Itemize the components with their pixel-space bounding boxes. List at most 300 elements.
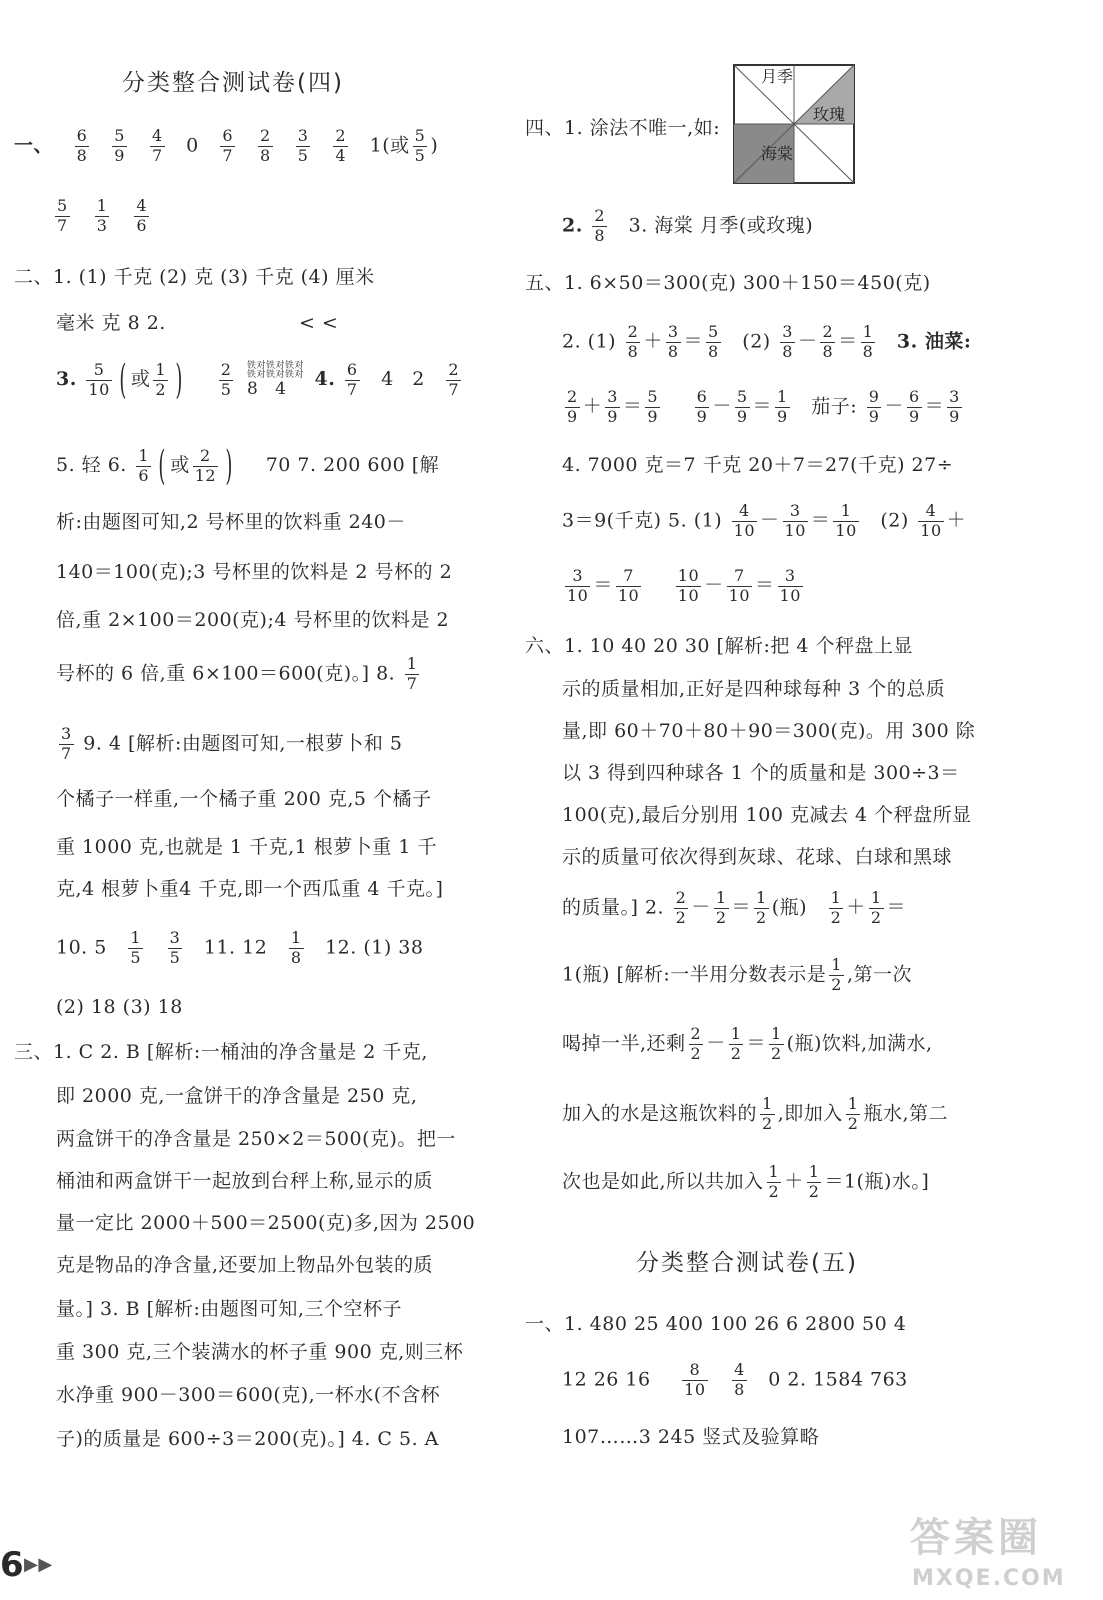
q6-j-text1: 加入的水是这瓶饮料的 [562, 1102, 758, 1125]
s5-q1-line-a: 一、1. 480 25 400 100 26 6 2800 50 4 [525, 1313, 907, 1335]
fraction [767, 1164, 782, 1201]
denominator: 2 [870, 907, 882, 927]
q4-b-text: 3. 海棠 月季(或玫瑰) [628, 214, 814, 237]
math-operator: ＋ [643, 330, 663, 353]
fraction [413, 128, 428, 165]
q2-line-m [56, 930, 423, 967]
fraction [220, 128, 235, 165]
section-title-test-4: 分类整合测试卷(四) [122, 70, 344, 96]
q6-j-frac2 [843, 1094, 864, 1133]
q5-e-eq2 [915, 501, 967, 540]
fraction [735, 389, 750, 426]
denominator: 5 [414, 145, 426, 165]
fraction [732, 503, 757, 540]
q3-line-h: 重 300 克,三个装满水的杯子重 900 克,则三杯 [56, 1341, 464, 1363]
numerator: 2 [335, 126, 347, 145]
fraction [150, 128, 165, 165]
denominator: 6 [136, 215, 148, 235]
denominator: 7 [151, 145, 163, 165]
denominator: 10 [779, 585, 801, 605]
page-arrows-icon: ▶▶ [24, 1554, 53, 1575]
q2-c-num4: 4. [314, 368, 336, 390]
numerator: 3 [782, 322, 793, 341]
denominator: 2 [715, 907, 727, 927]
numerator: 2 [627, 322, 639, 341]
q6-line-j [562, 1096, 948, 1133]
numerator: 1 [138, 445, 150, 465]
denominator: 5 [220, 379, 232, 399]
denominator: 7 [222, 145, 233, 165]
numerator: 3 [949, 387, 960, 406]
page-number: 6 [0, 1545, 25, 1585]
numerator: 1 [768, 1162, 780, 1181]
denominator: 8 [782, 341, 793, 361]
q2-d-frac2 [190, 445, 221, 485]
denominator: 8 [76, 145, 88, 165]
q5-line-e [562, 503, 966, 540]
q5-e-text2: (2) [880, 509, 909, 532]
denominator: 9 [949, 406, 960, 426]
fraction [75, 128, 90, 165]
fraction [769, 1026, 784, 1063]
math-operator: ＝ [746, 1032, 766, 1055]
fraction [714, 890, 729, 927]
fraction [666, 324, 681, 361]
numerator: 6 [222, 126, 233, 145]
q2-m-frac2 [165, 928, 186, 967]
denominator: 9 [696, 406, 708, 426]
numerator: 1 [870, 888, 882, 907]
numerator: 3 [789, 501, 801, 520]
q6-k-text2: ＝1(瓶)水。] [824, 1170, 930, 1193]
q5-e-text1: 3＝9(千克) 5. (1) [562, 509, 723, 532]
q3-line-i: 水净重 900－300＝600(克),一杯水(不含杯 [56, 1384, 441, 1406]
fraction [682, 1362, 707, 1399]
numerator: 3 [667, 322, 679, 341]
math-operator: － [760, 509, 780, 532]
q5-e-eq1 [729, 501, 862, 540]
denominator: 7 [346, 379, 358, 399]
q6-i-eq [686, 1024, 787, 1063]
q2-line-b [56, 314, 338, 333]
numerator: 6 [696, 387, 708, 406]
q6-line-b: 示的质量相加,正好是四种球每种 3 个的总质 [562, 678, 946, 700]
q5-b-eq2 [777, 322, 878, 361]
watermark-url: MXQE.COM [912, 1566, 1066, 1591]
denominator: 10 [835, 520, 857, 540]
q4-line-b [562, 208, 813, 245]
q2-c-n4b: 4 [381, 368, 394, 390]
q6-k-text1: 次也是如此,所以共加入 [562, 1170, 764, 1193]
fraction [947, 389, 962, 426]
numerator: 3 [169, 928, 181, 947]
q1-fracs-b [217, 126, 351, 165]
fraction [626, 324, 641, 361]
numerator: 1 [715, 888, 727, 907]
fraction [676, 568, 701, 605]
numerator: 3 [607, 387, 618, 406]
math-operator: ＝ [593, 574, 613, 597]
numerator: 5 [414, 126, 426, 145]
s5-q1-line-c: 107……3 245 竖式及验算略 [562, 1426, 820, 1448]
denominator: 2 [762, 1113, 773, 1133]
q2-c-scribble-1: 铁对铁对铁对 [246, 360, 304, 371]
numerator: 6 [346, 359, 358, 379]
q2-m-text2: 11. 12 [203, 936, 268, 959]
fraction [333, 128, 348, 165]
math-operator: ＋ [582, 395, 603, 418]
denominator: 10 [567, 585, 589, 605]
denominator: 10 [684, 1379, 706, 1399]
q6-line-h [562, 957, 912, 994]
fraction [867, 389, 882, 426]
denominator: 2 [831, 974, 842, 994]
fraction [86, 359, 111, 399]
math-operator: － [712, 395, 732, 418]
numerator: 1 [155, 359, 167, 379]
math-operator: ＝ [752, 395, 773, 418]
numerator: 1 [830, 888, 842, 907]
denominator: 10 [677, 585, 700, 605]
q2-i-text: 9. 4 [解析:由题图可知,一根萝卜和 5 [83, 732, 403, 755]
q6-i-text2: (瓶)饮料,加满水, [786, 1032, 933, 1055]
numerator: 1 [730, 1024, 742, 1043]
q2-m-frac1 [125, 928, 146, 967]
fraction [907, 389, 922, 426]
q2-c-frac4 [342, 359, 363, 399]
fraction [846, 1096, 861, 1133]
math-operator: ＋ [946, 509, 967, 532]
denominator: 12 [194, 465, 217, 485]
q6-g-text1: 的质量。] 2. [562, 896, 665, 919]
q2-m-text1: 10. 5 [56, 936, 107, 959]
numerator: 1 [762, 1094, 773, 1113]
q2-h-text: 号杯的 6 倍,重 6×100＝600(克)。] 8. [56, 662, 396, 685]
q2-c-frac1 [83, 359, 114, 399]
q2-line-d: 5. 轻 6. $\frac{1}{6}$ ( 或 $\frac{2}{12}$ ) 70 7. 200 600 [解 [56, 443, 440, 489]
fraction [833, 503, 858, 540]
q6-i-text1: 喝掉一半,还剩 [562, 1032, 686, 1055]
denominator: 9 [736, 406, 748, 426]
numerator: 4 [734, 1360, 745, 1379]
q3-line-g: 量。] 3. B [解析:由题图可知,三个空杯子 [56, 1298, 402, 1320]
q2-line-k: 重 1000 克,也就是 1 千克,1 根萝卜重 1 千 [56, 836, 437, 858]
q2-c-n2: 2 [412, 368, 425, 390]
q3-line-c: 两盒饼干的净含量是 250×2＝500(克)。把一 [56, 1128, 456, 1150]
numerator: 5 [114, 126, 125, 145]
denominator: 10 [784, 520, 806, 540]
denominator: 9 [777, 406, 788, 426]
q6-g-text2: (瓶) [771, 896, 808, 919]
q6-h-frac [826, 955, 847, 994]
fraction [783, 503, 808, 540]
numerator: 2 [200, 445, 211, 465]
denominator: 9 [607, 406, 618, 426]
q1-fracs-c [52, 196, 152, 235]
math-operator: － [706, 1032, 726, 1055]
numerator: 1 [862, 322, 874, 341]
q5-line-a: 五、1. 6×50＝300(克) 300＋150＝450(克) [525, 272, 931, 294]
fraction [405, 656, 420, 693]
denominator: 6 [138, 465, 150, 485]
math-operator: ＝ [838, 330, 858, 353]
q6-h-text1: 1(瓶) [解析:一半用分数表示是 [562, 963, 827, 986]
denominator: 2 [830, 907, 842, 927]
q6-line-g [562, 890, 906, 927]
numerator: 6 [908, 387, 920, 406]
numerator: 1 [808, 1162, 820, 1181]
numerator: 1 [290, 928, 302, 947]
denominator: 9 [908, 406, 920, 426]
denominator: 8 [862, 341, 874, 361]
q2-c-scribble-2: 铁对铁对铁对 [246, 370, 304, 381]
denominator: 3 [96, 215, 108, 235]
fraction [136, 445, 151, 485]
q5-c-eq1 [562, 387, 663, 426]
numerator: 7 [623, 566, 634, 585]
q2-d-text2: 70 7. 200 600 [解 [265, 454, 440, 476]
denominator: 7 [448, 379, 460, 399]
q5-b-eq1 [623, 322, 724, 361]
fraction [55, 198, 70, 235]
numerator: 5 [57, 196, 68, 215]
q2-line-c: 3. $\frac{5}{10}$ ( 或 $\frac{1}{2}$ ) $\frac{2}{5}$ 铁对铁对铁对 铁对铁对铁对 8 4 4. $\frac{6}{7}$ 4 2 $\frac{2}{7}$ [56, 360, 464, 400]
fraction [674, 890, 689, 927]
q3-line-f: 克是物品的净含量,还要加上物品外包装的质 [56, 1254, 434, 1276]
q2-line-a: 二、1. (1) 千克 (2) 克 (3) 千克 (4) 厘米 [14, 266, 375, 288]
q2-c-scribble [247, 362, 304, 399]
numerator: 1 [831, 955, 842, 974]
fraction [829, 890, 844, 927]
denominator: 2 [808, 1181, 820, 1201]
fraction [754, 890, 769, 927]
diagram-label-month-rose: 月季 [761, 67, 794, 86]
q6-line-c: 量,即 60＋70＋80＋90＝300(克)。用 300 除 [562, 720, 976, 742]
numerator: 2 [675, 888, 687, 907]
numerator: 2 [220, 359, 232, 379]
watermark-logo: 答案圈 [910, 1515, 1042, 1561]
q6-h-text2: ,第一次 [846, 963, 913, 986]
q5-b-text1: 2. (1) [562, 330, 617, 353]
denominator: 7 [406, 673, 418, 693]
q2-line-j: 个橘子一样重,一个橘子重 200 克,5 个橘子 [56, 788, 432, 810]
fraction [778, 568, 803, 605]
denominator: 5 [130, 947, 142, 967]
numerator: 6 [76, 126, 88, 145]
numerator: 1 [406, 654, 418, 673]
fraction [446, 359, 461, 399]
q3-line-d: 桶油和两盒饼干一起放到台秤上称,显示的质 [56, 1170, 434, 1192]
s5-q1-b-text1: 12 26 16 [562, 1368, 651, 1391]
q5-c-eq2 [692, 387, 793, 426]
denominator: 2 [730, 1043, 742, 1063]
q6-k-eq [764, 1162, 825, 1201]
q2-b-text: 毫米 克 8 2. [56, 312, 166, 334]
numerator: 3 [297, 126, 309, 145]
q6-line-k [562, 1164, 929, 1201]
denominator: 2 [690, 1043, 702, 1063]
q5-b-text2: (2) [742, 330, 771, 353]
numerator: 2 [690, 1024, 702, 1043]
q2-b-compare: < < [298, 312, 339, 334]
q6-j-text2: ,即加入 [777, 1102, 843, 1125]
fraction [727, 568, 752, 605]
q6-line-f: 示的质量可依次得到灰球、花球、白球和黑球 [562, 846, 953, 868]
denominator: 2 [770, 1043, 782, 1063]
numerator: 4 [151, 126, 163, 145]
fraction [861, 324, 876, 361]
q2-c-frac3 [216, 359, 237, 399]
denominator: 10 [728, 585, 751, 605]
q2-line-h [56, 656, 422, 693]
math-operator: ＝ [731, 896, 752, 919]
q6-line-e: 100(克),最后分别用 100 克减去 4 个秤盘所显 [562, 804, 972, 826]
math-operator: － [704, 574, 724, 597]
fraction [760, 1096, 775, 1133]
q6-line-i [562, 1026, 933, 1063]
denominator: 8 [594, 225, 606, 245]
fraction [59, 726, 74, 763]
fraction [829, 957, 844, 994]
denominator: 10 [88, 379, 110, 399]
q2-h-frac [402, 654, 423, 693]
q1-zero: 0 [186, 134, 199, 157]
flower-bed-diagram [733, 64, 855, 184]
numerator: 5 [93, 359, 105, 379]
denominator: 10 [617, 585, 640, 605]
q2-c-frac2 [150, 359, 171, 399]
fraction [153, 359, 168, 399]
numerator: 1 [847, 1094, 859, 1113]
numerator: 5 [708, 322, 719, 341]
q2-d-frac1 [133, 445, 154, 485]
q2-line-f: 140＝100(克);3 号杯里的饮料是 2 号杯的 2 [56, 561, 453, 583]
q2-m-text3: 12. (1) 38 [325, 936, 424, 959]
denominator: 9 [567, 406, 578, 426]
fraction [695, 389, 710, 426]
numerator: 2 [594, 206, 606, 225]
q3-line-j: 子)的质量是 600÷3＝200(克)。] 4. C 5. A [56, 1428, 439, 1450]
denominator: 8 [708, 341, 719, 361]
fraction [645, 389, 660, 426]
fraction [168, 930, 183, 967]
fraction [732, 1362, 747, 1399]
fraction [775, 389, 790, 426]
q5-line-f [562, 568, 806, 605]
numerator: 4 [136, 196, 148, 215]
denominator: 8 [734, 1379, 745, 1399]
math-operator: － [884, 395, 904, 418]
q2-c-n4: 4 [275, 378, 287, 399]
q5-line-b [562, 324, 971, 361]
q2-c-frac5 [443, 359, 464, 399]
numerator: 7 [733, 566, 745, 585]
denominator: 2 [756, 907, 767, 927]
numerator: 8 [689, 1360, 701, 1379]
numerator: 9 [868, 387, 880, 406]
q2-i-frac [56, 724, 77, 763]
math-operator: ＝ [622, 395, 643, 418]
q5-c-eq3 [864, 387, 965, 426]
denominator: 7 [61, 743, 72, 763]
math-operator: ＝ [755, 574, 775, 597]
fraction [134, 198, 149, 235]
fraction [605, 389, 620, 426]
denominator: 8 [627, 341, 639, 361]
denominator: 7 [57, 215, 68, 235]
math-operator: ＝ [924, 395, 945, 418]
denominator: 5 [297, 145, 309, 165]
q2-d-or: 或 [170, 454, 190, 476]
math-operator: ＝ [810, 509, 831, 532]
fraction [258, 128, 273, 165]
q5-c-label: 茄子: [811, 395, 858, 418]
q4-b-frac [589, 206, 610, 245]
numerator: 5 [647, 387, 659, 406]
s5-q1-b-frac1 [679, 1360, 710, 1399]
math-operator: ＝ [886, 896, 907, 919]
s5-q1-b-frac2 [729, 1360, 750, 1399]
fraction [729, 1026, 744, 1063]
q6-line-a: 六、1. 10 40 20 30 [解析:把 4 个秤盘上显 [525, 635, 914, 657]
q2-line-e: 析:由题图可知,2 号杯里的饮料重 240－ [56, 511, 406, 533]
denominator: 10 [920, 520, 942, 540]
q4-line-a: 四、1. 涂法不唯一,如: [525, 117, 721, 139]
diagram-label-rose: 玫瑰 [813, 105, 846, 124]
fraction [95, 198, 110, 235]
denominator: 9 [114, 145, 125, 165]
fraction [289, 930, 304, 967]
math-operator: － [691, 896, 711, 919]
q1-line-2 [52, 198, 152, 235]
diagram-label-begonia: 海棠 [761, 144, 794, 163]
q6-j-frac1 [757, 1094, 778, 1133]
denominator: 9 [647, 406, 659, 426]
fraction [689, 1026, 704, 1063]
numerator: 2 [448, 359, 460, 379]
denominator: 9 [868, 406, 880, 426]
numerator: 1 [130, 928, 142, 947]
q5-f-eq1 [562, 566, 644, 605]
denominator: 8 [260, 145, 271, 165]
denominator: 8 [667, 341, 679, 361]
q5-line-c [562, 389, 965, 426]
denominator: 8 [290, 947, 302, 967]
q1-one-or: 1(或 [369, 134, 410, 157]
q2-c-or: 或 [130, 368, 151, 390]
s5-q1-b-text2: 0 2. 1584 763 [768, 1368, 908, 1391]
fraction [780, 324, 795, 361]
numerator: 5 [736, 387, 748, 406]
numerator: 1 [777, 387, 788, 406]
fraction [592, 208, 607, 245]
fraction [616, 568, 641, 605]
q2-c-n8: 8 [246, 378, 259, 399]
fraction [193, 445, 218, 485]
q6-g-eq1 [671, 888, 772, 927]
fraction [296, 128, 311, 165]
s5-q1-line-b [562, 1362, 908, 1399]
q6-j-text3: 瓶水,第二 [863, 1102, 948, 1125]
q6-g-eq2 [826, 888, 907, 927]
denominator: 5 [169, 947, 181, 967]
numerator: 1 [840, 501, 852, 520]
denominator: 8 [822, 341, 834, 361]
numerator: 1 [96, 196, 108, 215]
fraction [112, 128, 127, 165]
q3-line-a: 三、1. C 2. B [解析:一桶油的净含量是 2 千克, [14, 1041, 428, 1063]
q5-f-eq2 [673, 566, 806, 605]
